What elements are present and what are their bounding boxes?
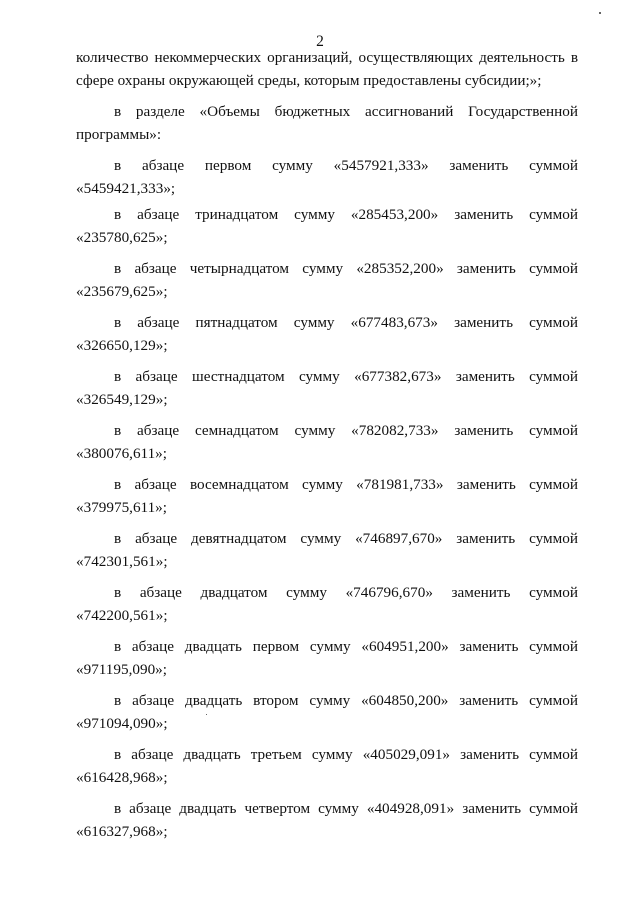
paragraph: в абзаце двадцать четвертом сумму «404928,091» заменить суммой «616327,968»; (76, 799, 578, 840)
paragraph: в абзаце первом сумму «5457921,333» заменить суммой «5459421,333»; (76, 156, 578, 197)
paragraph: в абзаце двадцатом сумму «746796,670» заменить суммой «742200,561»; (76, 583, 578, 624)
paragraph: в абзаце семнадцатом сумму «782082,733» заменить суммой «380076,611»; (76, 421, 578, 462)
body-text (76, 47, 578, 852)
paragraph: в абзаце двадцать втором сумму «604850,200» заменить суммой «971094,090»; (76, 691, 578, 732)
page-number: 2 (316, 33, 324, 50)
scan-speck (206, 714, 207, 715)
paragraph: в абзаце четырнадцатом сумму «285352,200» заменить суммой «235679,625»; (76, 259, 578, 300)
paragraph: в абзаце тринадцатом сумму «285453,200» заменить суммой «235780,625»; (76, 205, 578, 246)
paragraph: в абзаце восемнадцатом сумму «781981,733» заменить суммой «379975,611»; (76, 475, 578, 516)
paragraph: в абзаце шестнадцатом сумму «677382,673» заменить суммой «326549,129»; (76, 367, 578, 408)
paragraph: в абзаце двадцать третьем сумму «405029,091» заменить суммой «616428,968»; (76, 745, 578, 786)
paragraph: в разделе «Объемы бюджетных ассигнований Государственной программы»: (76, 102, 578, 143)
paragraph: в абзаце двадцать первом сумму «604951,200» заменить суммой «971195,090»; (76, 637, 578, 678)
scan-speck (599, 12, 601, 14)
paragraph: в абзаце пятнадцатом сумму «677483,673» заменить суммой «326650,129»; (76, 313, 578, 354)
paragraph: в абзаце девятнадцатом сумму «746897,670» заменить суммой «742301,561»; (76, 529, 578, 570)
paragraph: количество некоммерческих организаций, осуществляющих деятельность в сфере охраны окружающей среды, которым предоставлены субсидии;»; (76, 49, 578, 89)
